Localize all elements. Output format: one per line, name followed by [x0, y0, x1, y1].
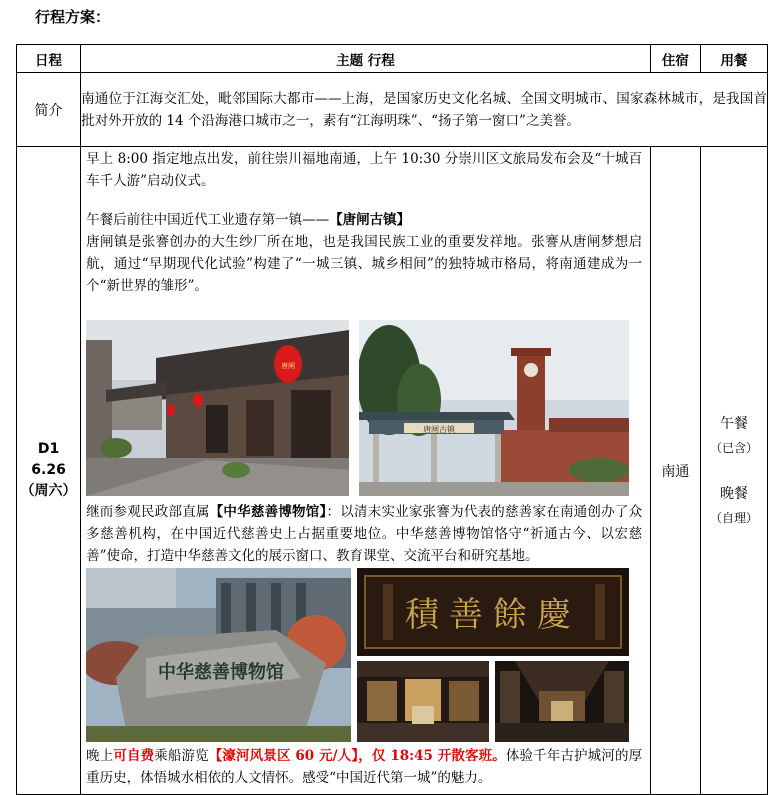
day1-morning-text: 早上 8:00 指定地点出发，前往崇川福地南通，上午 10:30 分崇川区文旅局发布会及“十城百车千人游”启动仪式。 — [86, 151, 643, 189]
header-day: 日程 — [17, 45, 81, 73]
evening-detail: 体验千年古护城河的厚重历史，体悟城水相依的人文情怀。感受“中国近代第一城”的魅力。 — [86, 748, 643, 786]
lunch-note: （已含） — [709, 440, 758, 455]
gate-sign-text: 唐闸古镇 — [423, 425, 456, 434]
day1-meals — [700, 147, 767, 795]
afternoon-lead: 午餐后前往中国近代工业遗存第一镇—— — [86, 212, 330, 228]
lunch-label: 午餐 — [719, 415, 748, 432]
day1-date: 6.26 — [31, 462, 66, 478]
tangzha-description: 唐闸镇是张謇创办的大生纱厂所在地，也是我国民族工业的重要发祥地。张謇从唐闸梦想启航，通过“早期现代化试验”构建了“一城三镇、城乡相间”的独特城市格局，将南通建成为一个“新世界的雏形”。 — [86, 234, 643, 294]
day1-afternoon-title — [86, 209, 642, 231]
museum-description — [86, 501, 642, 567]
page-heading: 行程方案： — [35, 8, 111, 26]
plaque-text: 積善餘慶 — [405, 595, 582, 635]
museum-detail: ：以清末实业家张謇为代表的慈善家在南通创办了众多慈善机构，在中国近代慈善史上占据重要地位。中华慈善博物馆恪守“祈通古今、以宏慈善”使命，打造中华慈善文化的展示窗口、教育课堂、交流平台和研究基地。 — [86, 504, 643, 564]
museum-stone-text: 中华慈善博物馆 — [158, 662, 285, 683]
evening-lead: 晚上 — [86, 748, 114, 764]
day1-stay: 南通 — [650, 147, 700, 795]
tangzha-town-title: 【唐闸古镇】 — [329, 212, 411, 228]
day1-row — [17, 147, 768, 795]
tangzha-street-photo — [86, 320, 349, 496]
charity-museum-title: 【中华慈善博物馆】 — [209, 504, 327, 520]
charity-museum-stone-photo — [86, 568, 351, 742]
table-header-row — [17, 45, 768, 73]
museum-lead: 继而参观民政部直属 — [86, 504, 210, 520]
dinner-note: （自理） — [709, 510, 758, 525]
evening-boat: 乘船游览 — [154, 748, 209, 764]
intro-label: 简介 — [17, 73, 81, 147]
lantern-text: 唐闸 — [281, 362, 296, 370]
tangzha-gate-photo — [359, 320, 629, 496]
day1-code: D1 — [37, 441, 60, 457]
museum-hall-photo — [357, 661, 489, 742]
haohe-ticket-note: 【濠河风景区 60 元/人】，仅 18:45 开散客班。 — [208, 748, 506, 764]
evening-text — [86, 745, 642, 789]
day1-itinerary — [81, 147, 651, 795]
museum-corridor-photo — [495, 661, 629, 742]
self-pay-note: 可自费 — [113, 748, 155, 764]
header-stay: 住宿 — [650, 45, 700, 73]
dinner-label: 晚餐 — [719, 485, 748, 502]
museum-plaque-photo — [357, 568, 629, 656]
day1-weekday: （周六） — [20, 483, 77, 499]
header-theme: 主题 行程 — [81, 45, 651, 73]
day1-label — [17, 147, 81, 795]
header-meal: 用餐 — [700, 45, 767, 73]
intro-row — [17, 73, 768, 147]
intro-text: 南通位于江海交汇处，毗邻国际大都市——上海，是国家历史文化名城、全国文明城市、国家森林城市，是我国首批对外开放的 14 个沿海港口城市之一，素有“江海明珠”、“扬子第一窗口”之美誉。 — [81, 73, 768, 147]
itinerary-table — [16, 44, 768, 795]
